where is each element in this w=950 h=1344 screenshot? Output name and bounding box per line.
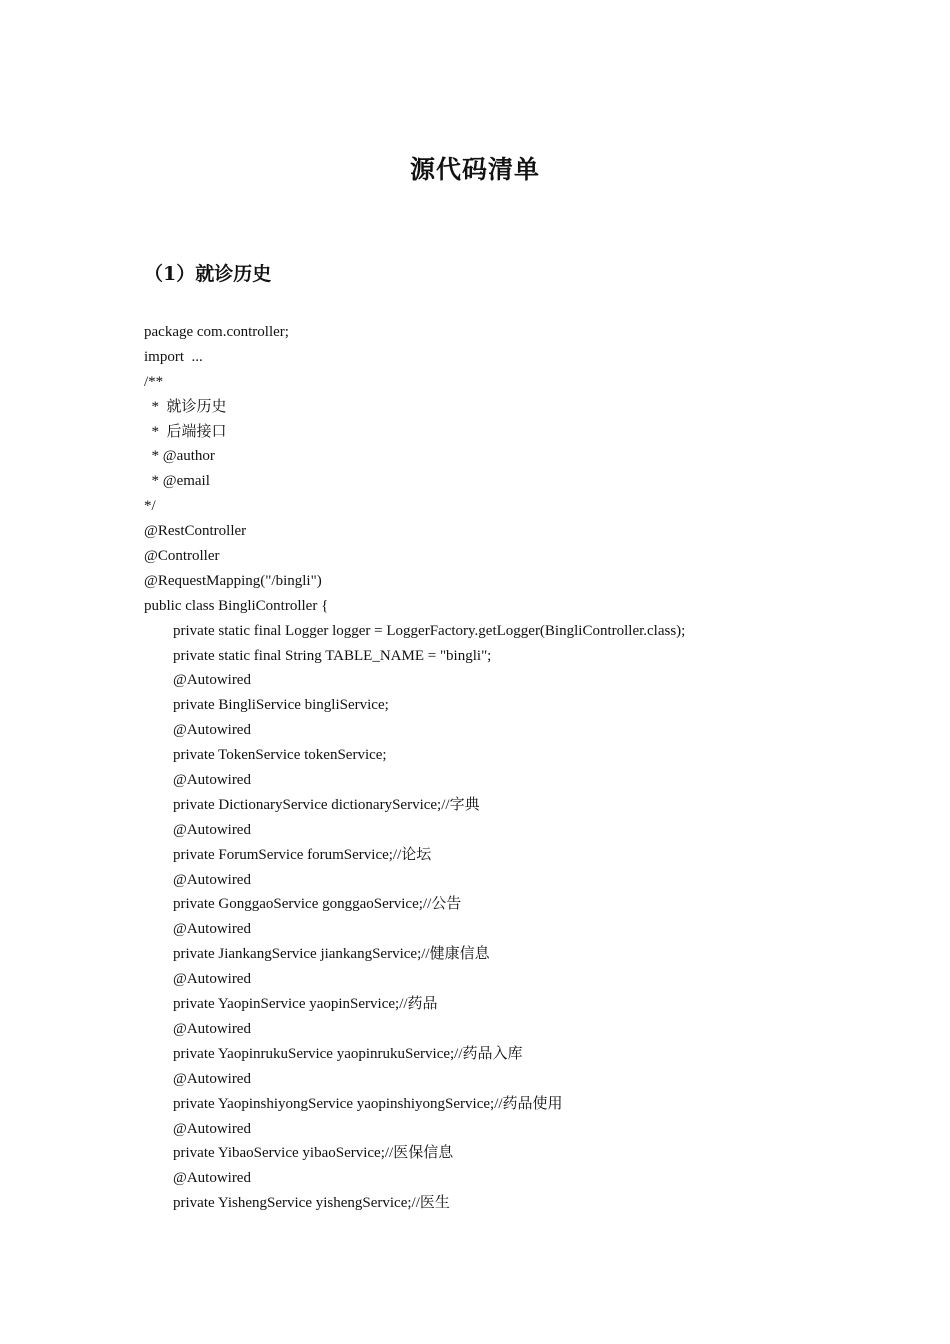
code-line: @Autowired [173, 772, 251, 789]
code-line: @RestController [144, 523, 247, 540]
code-line: private JiankangService jiankangService;//健康信息 [173, 946, 490, 963]
code-line: @Controller [144, 548, 220, 565]
code-listing [144, 320, 844, 1216]
code-line: private ForumService forumService;//论坛 [173, 846, 432, 863]
code-line: * 后端接口 [144, 423, 227, 440]
code-line: */ [144, 498, 156, 515]
code-line: @Autowired [173, 672, 251, 689]
code-line: private static final Logger logger = LoggerFactory.getLogger(BingliController.class); [173, 622, 686, 639]
code-line: @RequestMapping("/bingli") [144, 572, 322, 589]
code-line: @Autowired [173, 821, 251, 838]
code-line: * @author [144, 448, 215, 465]
code-line: private TokenService tokenService; [173, 747, 387, 764]
code-line: import ... [144, 348, 203, 365]
code-line: * 就诊历史 [144, 398, 227, 415]
code-line: @Autowired [173, 722, 251, 739]
code-line: @Autowired [173, 1020, 251, 1037]
code-line: private YishengService yishengService;//医生 [173, 1195, 450, 1212]
code-line: public class BingliController { [144, 597, 329, 614]
code-line: private YibaoService yibaoService;//医保信息 [173, 1145, 454, 1162]
document-title: 源代码清单 [409, 155, 540, 184]
code-line: private YaopinrukuService yaopinrukuService;//药品入库 [173, 1045, 523, 1062]
code-line: @Autowired [173, 921, 251, 938]
code-line: @Autowired [173, 1070, 251, 1087]
code-line: @Autowired [173, 1170, 251, 1187]
section-heading: （1）就诊历史 [144, 263, 272, 285]
code-line: @Autowired [173, 871, 251, 888]
code-line: private YaopinshiyongService yaopinshiyongService;//药品使用 [173, 1095, 563, 1112]
code-line: package com.controller; [144, 324, 289, 340]
code-line: private static final String TABLE_NAME = "bingli"; [173, 647, 492, 664]
code-line: private DictionaryService dictionaryService;//字典 [173, 796, 480, 813]
code-line: @Autowired [173, 971, 251, 988]
code-line: private YaopinService yaopinService;//药品 [173, 996, 438, 1013]
code-line: * @email [144, 473, 210, 490]
code-line: @Autowired [173, 1120, 251, 1137]
code-line: private GonggaoService gonggaoService;//公告 [173, 896, 462, 913]
code-line: private BingliService bingliService; [173, 697, 389, 714]
code-line: /** [144, 373, 164, 390]
